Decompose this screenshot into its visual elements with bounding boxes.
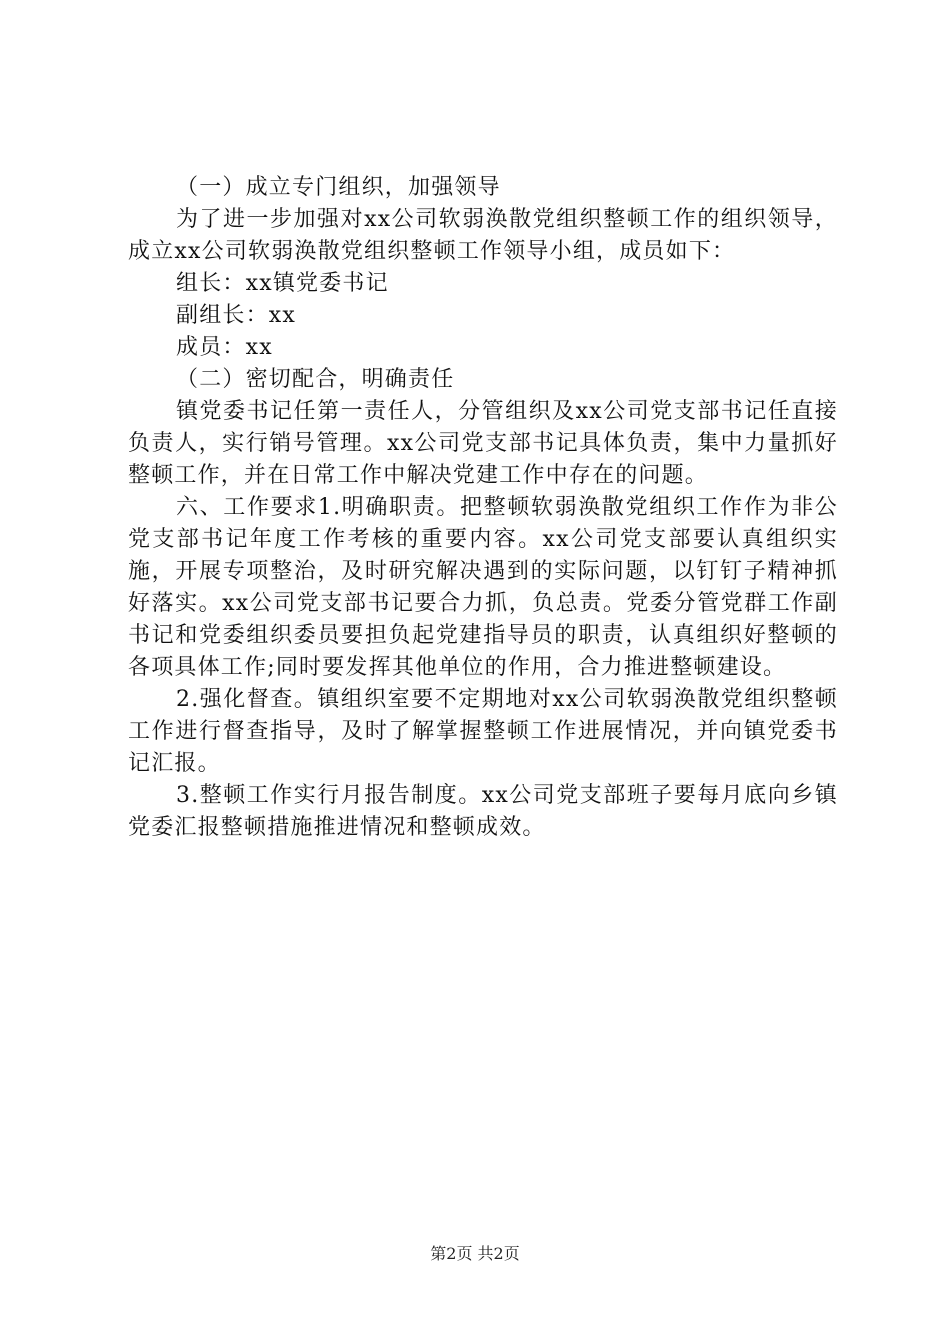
paragraph-supervision: 2.强化督查。镇组织室要不定期地对xx公司软弱涣散党组织整顿工作进行督查指导，及时了解掌握整顿工作进展情况，并向镇党委书记汇报。 <box>128 687 838 776</box>
group-leader-line: 组长：xx镇党委书记 <box>176 271 389 296</box>
document-body <box>128 172 838 844</box>
deputy-leader-line: 副组长：xx <box>176 303 297 328</box>
paragraph-responsibility: 镇党委书记任第一责任人，分管组织及xx公司党支部书记任直接负责人，实行销号管理。xx公司党支部书记具体负责，集中力量抓好整顿工作，并在日常工作中解决党建工作中存在的问题。 <box>128 399 838 488</box>
heading-establish-organization: （一）成立专门组织，加强领导 <box>176 175 501 200</box>
members-line: 成员：xx <box>176 335 273 360</box>
paragraph-monthly-report: 3.整顿工作实行月报告制度。xx公司党支部班子要每月底向乡镇党委汇报整顿措施推进情况和整顿成效。 <box>128 783 838 840</box>
heading-cooperation: （二）密切配合，明确责任 <box>176 367 455 392</box>
page-number-footer: 第2页 共2页 <box>430 1244 520 1263</box>
paragraph-work-requirements: 六、工作要求1.明确职责。把整顿软弱涣散党组织工作作为非公党支部书记年度工作考核的重要内容。xx公司党支部要认真组织实施，开展专项整治，及时研究解决遇到的实际问题，以钉钉子精神抓好落实。xx公司党支部书记要合力抓，负总责。党委分管党群工作副书记和党委组织委员要担负起党建指导员的职责，认真组织好整顿的各项具体工作;同时要发挥其他单位的作用，合力推进整顿建设。 <box>128 495 838 680</box>
paragraph-leadership-group: 为了进一步加强对xx公司软弱涣散党组织整顿工作的组织领导，成立xx公司软弱涣散党组织整顿工作领导小组，成员如下： <box>128 207 838 264</box>
